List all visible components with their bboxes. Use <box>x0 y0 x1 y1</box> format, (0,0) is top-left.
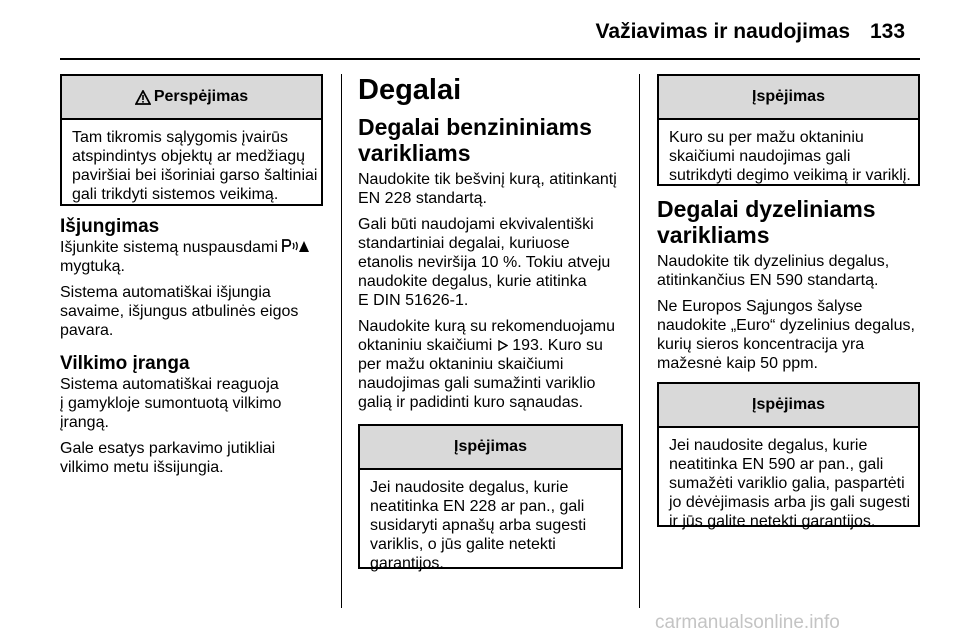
warning-text-line: Kuro su per mažu oktaniniu <box>669 129 864 146</box>
page-reference-link[interactable]: 193. Kuro su <box>512 337 603 354</box>
text-line: EN 228 standartą. <box>358 190 487 207</box>
paragraph-ethanol <box>358 215 623 310</box>
column-1 <box>60 74 323 477</box>
warning-text-line: jo dėvėjimasis arba jis gali sugesti <box>669 494 910 511</box>
warning-box-header: Įspėjimas <box>659 384 918 428</box>
text-line: pavara. <box>60 322 114 339</box>
text-line: etanolis neviršija 10 %. Tokiu atveju <box>358 254 611 271</box>
column-divider-2 <box>639 74 640 608</box>
caution-text-line: atspindintys objektų ar medžiagų <box>72 148 306 165</box>
text-line: naudokite degalus, kurie atitinka <box>358 273 587 290</box>
warning-text-line: Jei naudosite degalus, kurie <box>370 479 569 496</box>
text-line: Naudokite tik bešvinį kurą, atitinkantį <box>358 171 617 188</box>
warning-text-line: variklis, o jūs galite netekti <box>370 536 556 553</box>
warning-box-header: Įspėjimas <box>659 76 918 120</box>
caution-text-line: paviršiai bei išoriniai garso šaltiniai <box>72 167 318 184</box>
warning-text-line: neatitinka EN 228 ar pan., gali <box>370 498 585 515</box>
warning-box-header: Įspėjimas <box>360 426 621 470</box>
column-2 <box>358 74 623 572</box>
warning-text-line: susidaryti apnašų arba sugesti <box>370 517 587 534</box>
text-line: Gali būti naudojami ekvivalentiški <box>358 216 594 233</box>
warning-text-line: ir jūs galite netekti garantijos. <box>669 513 876 530</box>
text-line: Sistema automatiškai reaguoja <box>60 376 279 393</box>
warning-text-line: sutrikdyti degimo veikimą ir variklį. <box>669 167 911 184</box>
page-header-title: Važiavimas ir naudojimas <box>595 20 850 43</box>
section-title-fuel: Degalai <box>358 74 462 106</box>
warning-box-body <box>360 470 621 583</box>
section-heading-switch-off: Išjungimas <box>60 216 160 237</box>
warning-box-diesel <box>657 382 920 530</box>
caution-text-line: Tam tikromis sąlygomis įvairūs <box>72 129 289 146</box>
warning-text-line: sumažėti variklio galia, paspartėti <box>669 475 905 492</box>
text-line: naudokite „Euro“ dyzelinius degalus, <box>657 317 915 334</box>
paragraph-towing-2 <box>60 439 323 477</box>
text-line: Ne Europos Sąjungos šalyse <box>657 298 863 315</box>
text-line: mažesnė kaip 50 ppm. <box>657 355 818 372</box>
text-line: savaime, išjungus atbulinės eigos <box>60 303 299 320</box>
caution-box <box>60 74 323 206</box>
section-heading-towing: Vilkimo įranga <box>60 353 190 374</box>
caution-box-body <box>62 120 321 214</box>
column-3 <box>657 74 920 530</box>
warning-text-line: neatitinka EN 590 ar pan., gali <box>669 456 884 473</box>
paragraph-diesel <box>657 252 920 290</box>
text-line: naudojimas gali sumažinti variklio <box>358 375 596 392</box>
text-line: Išjunkite sistemą nuspausdami <box>60 239 278 256</box>
header-divider <box>60 58 920 60</box>
warning-triangle-icon <box>135 90 151 105</box>
warning-box-petrol <box>358 424 623 572</box>
text-line: atitinkančius EN 590 standartą. <box>657 272 879 289</box>
text-line: mygtuką. <box>60 258 125 275</box>
paragraph-towing-1 <box>60 375 323 432</box>
warning-text-line: skaičiumi naudojimas gali <box>669 148 851 165</box>
warning-text-line: garantijos. <box>370 555 444 572</box>
text-line: Naudokite kurą su rekomenduojamu <box>358 318 616 335</box>
text-line: kurių sieros koncentracija yra <box>657 336 865 353</box>
paragraph-octane: Naudokite kurą su rekomenduojamu oktaniniu skaičiumi 193. Kuro su per mažu oktaniniu skaičiumi naudojimas gali sumažinti variklio galią ir padidinti kuro sąnaudas. <box>358 317 623 412</box>
text-line: Gale esatys parkavimo jutikliai <box>60 440 276 457</box>
warning-text-line: Jei naudosite degalus, kurie <box>669 437 868 454</box>
column-divider-1 <box>341 74 342 608</box>
paragraph-switch-off <box>60 238 323 276</box>
page-reference-arrow-icon <box>497 340 508 351</box>
caution-box-title: Perspėjimas <box>153 88 249 105</box>
text-line: per mažu oktaniniu skaičiumi <box>358 356 564 373</box>
text-line: Naudokite tik dyzelinius degalus, <box>657 253 890 270</box>
paragraph-non-eu <box>657 297 920 373</box>
text-line: standartiniai degalai, kuriuose <box>358 235 570 252</box>
subsection-heading-diesel: Degalai dyzeliniams varikliams <box>657 196 876 248</box>
paragraph-auto-off <box>60 283 323 340</box>
text-line: į gamykloje sumontuotą vilkimo <box>60 395 282 412</box>
text-line: E DIN 51626-1. <box>358 292 469 309</box>
caution-text-line: gali trikdyti sistemos veikimą. <box>72 186 279 203</box>
warning-box-body <box>659 428 918 541</box>
text-line: Sistema automatiškai išjungia <box>60 284 271 301</box>
caution-box-header <box>62 76 321 120</box>
paragraph-unleaded <box>358 170 623 208</box>
warning-box-octane <box>657 74 920 186</box>
watermark: carmanualsonline.info <box>655 612 840 633</box>
text-line: įrangą. <box>60 414 109 431</box>
page-number: 133 <box>870 20 906 43</box>
subsection-heading-petrol: Degalai benzininiams varikliams <box>358 114 592 166</box>
warning-box-body <box>659 120 918 195</box>
text-line: vilkimo metu išsijungia. <box>60 459 224 476</box>
text-line: galią ir padidinti kuro sąnaudas. <box>358 394 584 411</box>
park-pilot-button-icon <box>282 239 310 253</box>
